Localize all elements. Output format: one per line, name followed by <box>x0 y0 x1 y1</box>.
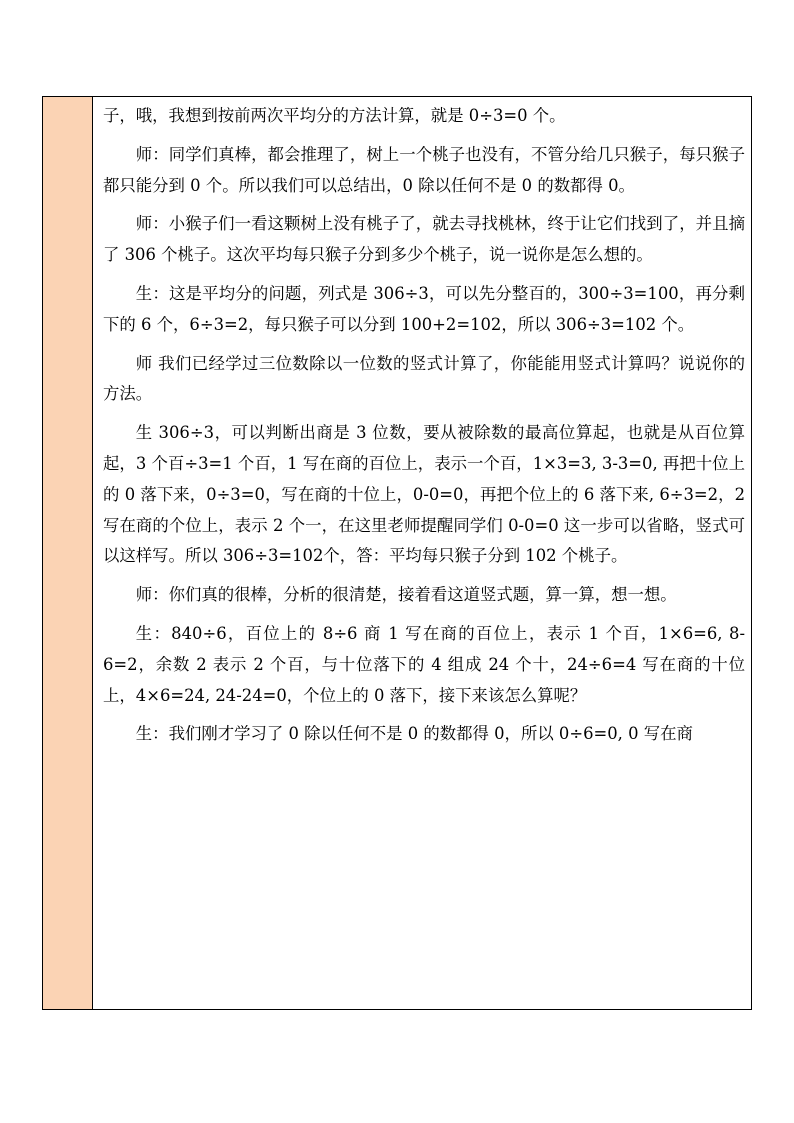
paragraph-8: 生：840÷6，百位上的 8÷6 商 1 写在商的百位上，表示 1 个百，1×6=6, 8-6=2，余数 2 表示 2 个百，与十位落下的 4 组成 24 个十，24÷6=4 写在商的十位上，4×6=24, 24-24=0，个位上的 0 落下，接下来该怎么算呢？ <box>103 623 745 705</box>
paragraph-2: 师：同学们真棒，都会推理了，树上一个桃子也没有，不管分给几只猴子，每只猴子都只能分到 0 个。所以我们可以总结出，0 除以任何不是 0 的数都得 0。 <box>103 144 745 195</box>
paragraph-5: 师 我们已经学过三位数除以一位数的竖式计算了，你能能用竖式计算吗？说说你的方法。 <box>103 353 745 404</box>
paragraph-7: 师：你们真的很棒，分析的很清楚，接着看这道竖式题，算一算，想一想。 <box>135 585 677 605</box>
paragraph-4: 生：这是平均分的问题，列式是 306÷3，可以先分整百的，300÷3=100，再分剩下的 6 个，6÷3=2，每只猴子可以分到 100+2=102，所以 306÷3=102 个。 <box>103 283 745 334</box>
paragraph-3: 师：小猴子们一看这颗树上没有桃子了，就去寻找桃林，终于让它们找到了，并且摘了 306 个桃子。这次平均每只猴子分到多少个桃子，说一说你是怎么想的。 <box>103 214 745 265</box>
paragraph-6: 生 306÷3，可以判断出商是 3 位数，要从被除数的最高位算起，也就是从百位算起，3 个百÷3=1 个百，1 写在商的百位上，表示一个百，1×3=3, 3-3=0, 再把十位上的 0 落下来，0÷3=0，写在商的十位上，0-0=0，再把个位上的 6 落下来, 6÷3=2，2 写在商的个位上，表示 2 个一，在这里老师提醒同学们 0-0=0 这一步可以省略，竖式可以这样写。所以 306÷3=102个，答：平均每只猴子分到 102 个桃子。 <box>103 423 745 566</box>
lesson-content <box>93 97 751 1009</box>
side-column <box>43 97 93 1009</box>
paragraph-9: 生：我们刚才学习了 0 除以任何不是 0 的数都得 0，所以 0÷6=0, 0 写在商 <box>135 724 693 744</box>
paragraph-1: 子，哦，我想到按前两次平均分的方法计算，就是 0÷3=0 个。 <box>103 106 566 125</box>
lesson-table <box>42 96 752 1010</box>
